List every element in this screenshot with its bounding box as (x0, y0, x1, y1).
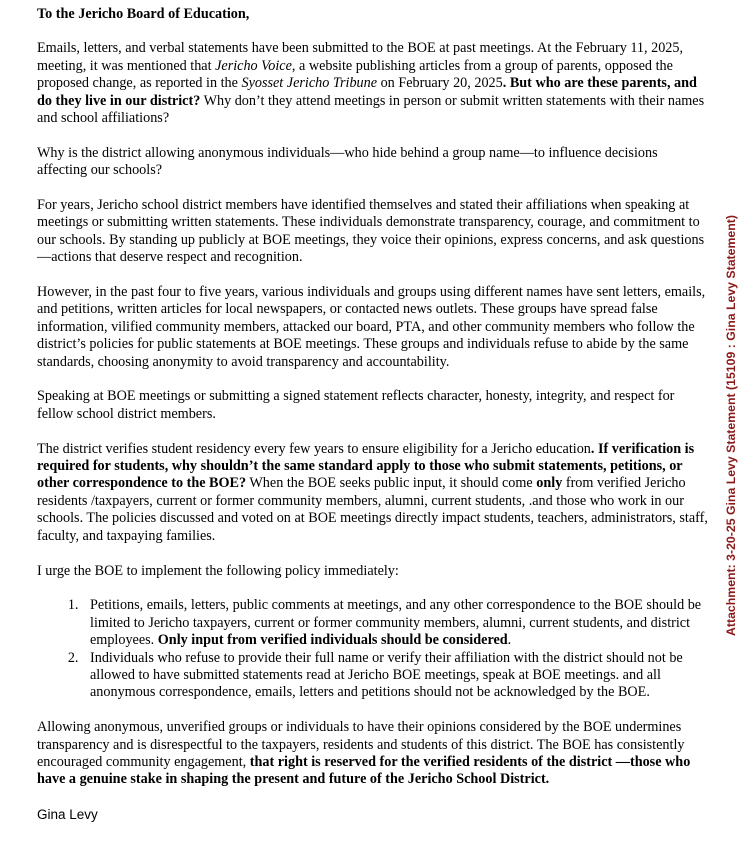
paragraph-policy-intro: I urge the BOE to implement the following policy immediately: (37, 562, 399, 579)
paragraph-boe-submissions: Emails, letters, and verbal statements have been submitted to the BOE at past meetings. At the February 11, 2025, meeting, it was mentioned that Jericho Voice, a website publishing articles from a group of parents, opposed the proposed change, as reported in the Syosset Jericho Tribune on February 20, 2025. But who are these parents, and do they live in our district? Why don’t they attend meetings in person or submit written statements with their names and school affiliations? (37, 40, 705, 127)
paragraph-anonymous-question: Why is the district allowing anonymous individuals—who hide behind a group name—to influence decisions affecting our schools? (37, 144, 658, 179)
paragraph-verification: The district verifies student residency every few years to ensure eligibility for a Jericho education. If verification is required for students, why shouldn’t the same standard apply to those who submit statements, petitions, or other correspondence to the BOE? When the BOE seeks public input, it should come only from verified Jericho residents /taxpayers, current or former community members, alumni, current students, .and those who work in our schools. The policies discussed and voted on at BOE meetings directly impact students, teachers, administrators, staff, faculty, and taxpaying families. (37, 440, 708, 544)
emphasis-only: only (536, 475, 563, 492)
salutation: To the Jericho Board of Education, (37, 6, 250, 22)
signature: Gina Levy (37, 807, 98, 823)
emphasis-conclusion: that right is reserved for the verified residents of the district —those who have a genuine stake in shaping the present and future of the Jericho School District. (37, 753, 691, 788)
letter-document (37, 6, 709, 841)
emphasis-verification-question: . If verification is required for students, why shouldn’t the same standard apply to those who submit statements, petitions, or other correspondence to the BOE? (37, 440, 695, 492)
policy-list-item: 1. Petitions, emails, letters, public comments at meetings, and any other correspondence to the BOE should be limited to Jericho taxpayers, current or former community members, alumni, current students, and district employees. Only input from verified individuals should be considered. (82, 597, 709, 649)
attachment-side-label: Attachment: 3-20-25 Gina Levy Statement (15109 : Gina Levy Statement) (724, 215, 738, 636)
paragraph-signed-statement: Speaking at BOE meetings or submitting a signed statement reflects character, honesty, integrity, and respect for fellow school district members. (37, 388, 675, 422)
publication-syosset-jericho-tribune: Syosset Jericho Tribune (241, 75, 378, 92)
paragraph-conclusion: Allowing anonymous, unverified groups or individuals to have their opinions considered by the BOE undermines transparency and is disrespectful to the taxpayers, residents and students of this district. The BOE has consistently encouraged community engagement, that right is reserved for the verified residents of the district —those who have a genuine stake in shaping the present and future of the Jericho School District. (37, 719, 691, 788)
policy-list (37, 597, 709, 701)
emphasis-question: . But who are these parents, and do they live in our district? (37, 75, 697, 109)
policy-list-item: 2. Individuals who refuse to provide their full name or verify their affiliation with the district should not be allowed to have submitted statements read at Jericho BOE meetings, speak at BOE meetings. and all anonymous correspondence, emails, letters and petitions should not be acknowledged by the BOE. (82, 650, 709, 702)
paragraph-transparency: For years, Jericho school district members have identified themselves and stated their affiliations when speaking at meetings or submitting written statements. These individuals demonstrate transparency, courage, and commitment to our schools. By standing up publicly at BOE meetings, they voice their opinions, express concerns, and ask questions—actions that deserve respect and recognition. (37, 197, 705, 266)
publication-jericho-voice: Jericho Voice (215, 57, 292, 74)
emphasis-verified-input: Only input from verified individuals should be considered (157, 632, 508, 649)
paragraph-groups-history: However, in the past four to five years, various individuals and groups using different names have sent letters, emails, and petitions, written articles for local newspapers, or contacted news outlets. These groups have spread false information, vilified community members, attacked our board, PTA, and other community members who follow the district’s policies for public statements at BOE meetings. These groups and individuals refuse to abide by the same standards, choosing anonymity to avoid transparency and accountability. (37, 284, 706, 370)
